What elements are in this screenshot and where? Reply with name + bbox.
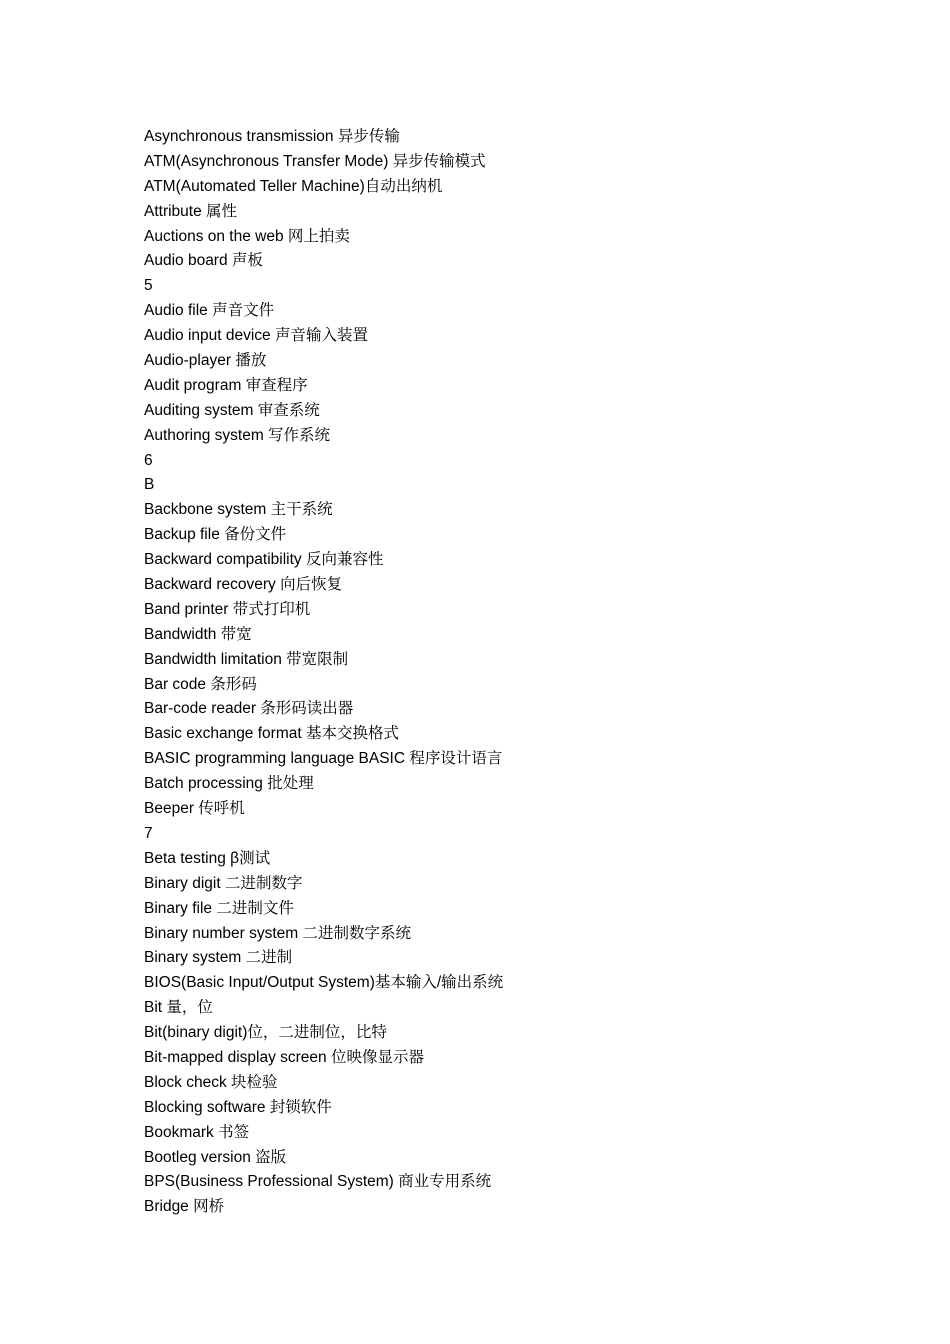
glossary-line: Binary file 二进制文件 [144, 899, 294, 917]
glossary-line: Basic exchange format 基本交换格式 [144, 725, 399, 743]
glossary-line: ATM(Asynchronous Transfer Mode) 异步传输模式 [144, 152, 486, 170]
glossary-line: Bit 量，位 [144, 999, 213, 1017]
glossary-line: Band printer 带式打印机 [144, 600, 311, 618]
glossary-line: Binary digit 二进制数字 [144, 874, 303, 892]
glossary-line: Beta testing β测试 [144, 849, 271, 867]
glossary-line: BASIC programming language BASIC 程序设计语言 [144, 750, 503, 768]
glossary-line: Audio-player 播放 [144, 352, 267, 370]
glossary-line: Audio file 声音文件 [144, 302, 275, 320]
glossary-line: Binary system 二进制 [144, 949, 293, 967]
glossary-line: Audio input device 声音输入装置 [144, 327, 368, 345]
glossary-line: BPS(Business Professional System) 商业专用系统 [144, 1173, 492, 1191]
glossary-line: Batch processing 批处理 [144, 775, 314, 793]
glossary-line: Asynchronous transmission 异步传输 [144, 128, 400, 145]
glossary-line: Bit(binary digit)位，二进制位，比特 [144, 1024, 387, 1042]
glossary-line: 7 [144, 824, 153, 842]
glossary-line: Bookmark 书签 [144, 1123, 250, 1141]
glossary-line: Binary number system 二进制数字系统 [144, 924, 411, 942]
glossary-line: Bootleg version 盗版 [144, 1148, 287, 1166]
glossary-line: Backbone system 主干系统 [144, 501, 333, 519]
glossary-line: Backup file 备份文件 [144, 526, 287, 544]
glossary-line: Authoring system 写作系统 [144, 426, 331, 444]
glossary-line: 6 [144, 451, 153, 469]
glossary-line: Backward compatibility 反向兼容性 [144, 551, 384, 569]
glossary-line: Block check 块检验 [144, 1073, 278, 1091]
glossary-line: Attribute 属性 [144, 202, 238, 220]
glossary-page [144, 125, 904, 1220]
glossary-line: Bit-mapped display screen 位映像显示器 [144, 1048, 424, 1066]
glossary-line: 5 [144, 277, 153, 295]
glossary-line: Backward recovery 向后恢复 [144, 576, 343, 594]
glossary-line: Auctions on the web 网上拍卖 [144, 227, 350, 245]
glossary-line: BIOS(Basic Input/Output System)基本输入/输出系统 [144, 974, 504, 992]
glossary-line: Bar-code reader 条形码读出器 [144, 700, 354, 718]
glossary-line: Audit program 审查程序 [144, 376, 308, 394]
glossary-line: Bridge 网桥 [144, 1198, 225, 1216]
glossary-line: Audio board 声板 [144, 252, 263, 270]
glossary-line: Blocking software 封锁软件 [144, 1098, 332, 1116]
glossary-line: B [144, 476, 155, 494]
glossary-line: Bar code 条形码 [144, 675, 257, 693]
glossary-line: Bandwidth 带宽 [144, 625, 252, 643]
glossary-line: Bandwidth limitation 带宽限制 [144, 650, 349, 668]
glossary-line: Auditing system 审查系统 [144, 401, 320, 419]
glossary-line: Beeper 传呼机 [144, 800, 245, 818]
glossary-line: ATM(Automated Teller Machine)自动出纳机 [144, 177, 443, 195]
